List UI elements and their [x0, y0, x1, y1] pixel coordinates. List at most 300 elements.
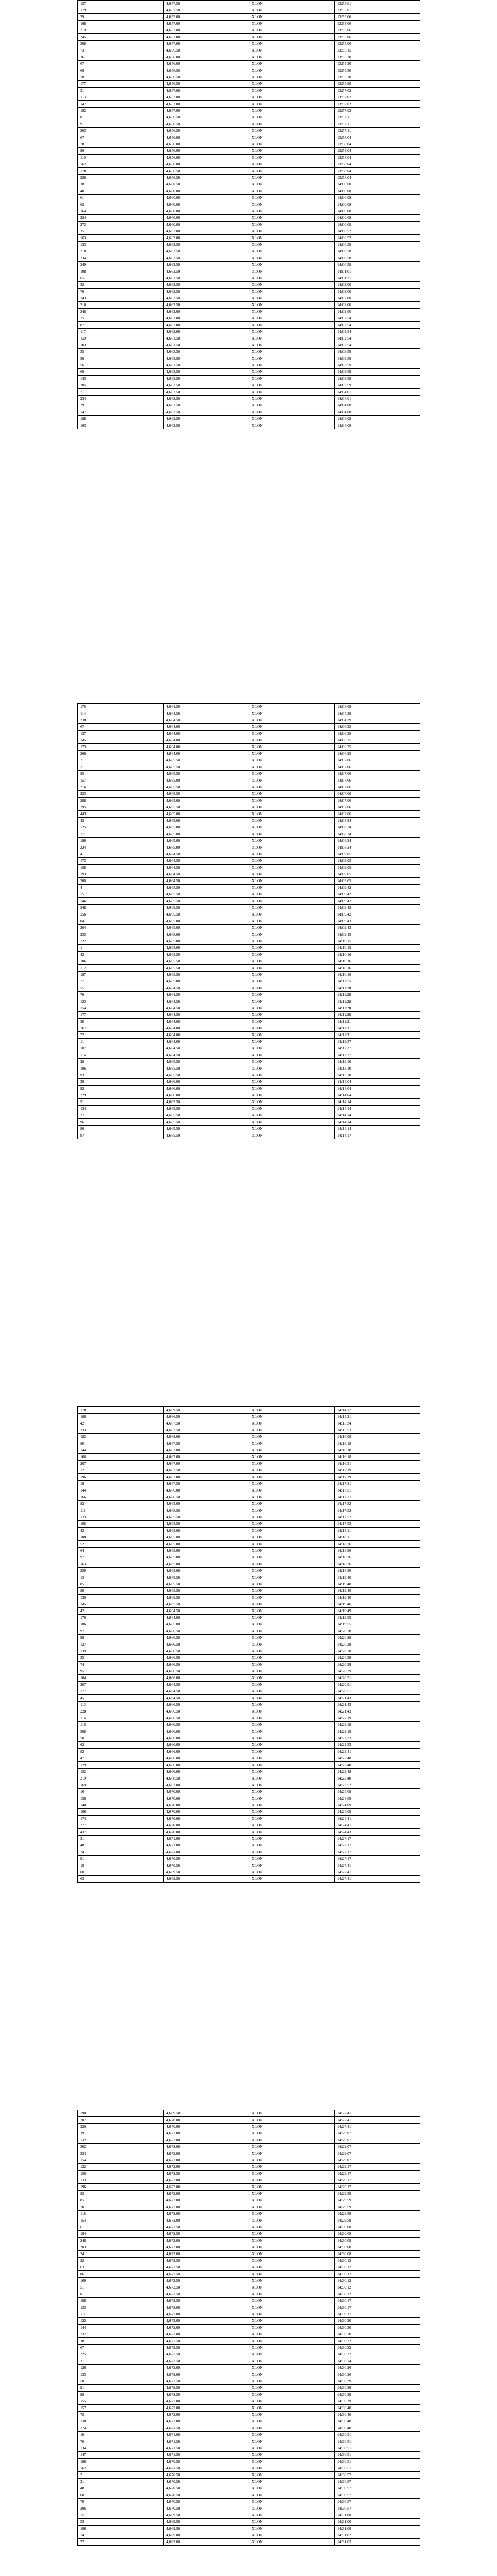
table-row — [78, 717, 420, 724]
venue-cell: XLON — [249, 1836, 335, 1842]
table-row — [78, 972, 420, 978]
venue-cell: XLON — [249, 369, 335, 376]
table-row — [78, 1829, 420, 1836]
price-cell: 4,665.50 — [164, 891, 249, 898]
table-row — [78, 121, 420, 128]
volume-cell: 78 — [78, 141, 164, 148]
price-cell: 4,663.50 — [164, 362, 249, 369]
venue-cell: XLON — [249, 704, 335, 710]
time-cell: 14:04:09 — [335, 704, 420, 710]
price-cell: 4,667.50 — [164, 1420, 249, 1427]
price-cell: 4,670.50 — [164, 2505, 249, 2512]
table-row — [78, 2311, 420, 2318]
price-cell: 4,671.50 — [164, 2452, 249, 2459]
table-row — [78, 1514, 420, 1521]
time-cell: 14:19:40 — [335, 1574, 420, 1581]
time-cell: 14:20:28 — [335, 1641, 420, 1648]
price-cell: 4,666.50 — [164, 1655, 249, 1662]
price-cell: 4,656.50 — [164, 114, 249, 121]
price-cell: 4,669.50 — [164, 2512, 249, 2519]
table-row — [78, 1025, 420, 1032]
table-row — [78, 1601, 420, 1608]
time-cell: 14:30:57 — [335, 2472, 420, 2479]
time-cell: 14:00:58 — [335, 262, 420, 268]
price-cell: 4,671.00 — [164, 1842, 249, 1849]
time-cell: 14:22:41 — [335, 1749, 420, 1755]
price-cell: 4,657.00 — [164, 94, 249, 101]
venue-cell: XLON — [249, 108, 335, 114]
venue-cell: XLON — [249, 155, 335, 161]
time-cell: 14:18:36 — [335, 1554, 420, 1561]
table-row — [78, 2331, 420, 2338]
time-cell: 13:58:04 — [335, 134, 420, 141]
venue-cell: XLON — [249, 1615, 335, 1621]
table-row — [78, 2271, 420, 2278]
trade-table-3 — [77, 1406, 420, 1883]
price-cell: 4,656.00 — [164, 61, 249, 67]
price-cell: 4,668.00 — [164, 1434, 249, 1440]
price-cell: 4,672.00 — [164, 2150, 249, 2157]
table-row — [78, 235, 420, 242]
venue-cell: XLON — [249, 1635, 335, 1641]
volume-cell: 91 — [78, 121, 164, 128]
venue-cell: XLON — [249, 938, 335, 945]
time-cell: 14:30:20 — [335, 2331, 420, 2338]
table-row — [78, 2438, 420, 2445]
price-cell: 4,667.00 — [164, 1782, 249, 1789]
table-row — [78, 88, 420, 94]
price-cell: 4,665.00 — [164, 798, 249, 804]
volume-cell: 248 — [78, 905, 164, 911]
price-cell: 4,666.00 — [164, 1742, 249, 1749]
time-cell: 14:02:54 — [335, 335, 420, 342]
table-row — [78, 1836, 420, 1842]
table-row — [78, 1668, 420, 1675]
price-cell: 4,664.00 — [164, 751, 249, 757]
table-row — [78, 1427, 420, 1434]
price-cell: 4,665.50 — [164, 1072, 249, 1079]
price-cell: 4,662.50 — [164, 409, 249, 416]
time-cell: 14:30:12 — [335, 2271, 420, 2278]
price-cell: 4,666.50 — [164, 1668, 249, 1675]
volume-cell: 210 — [78, 302, 164, 309]
time-cell: 14:02:00 — [335, 309, 420, 315]
time-cell: 14:30:40 — [335, 2418, 420, 2425]
venue-cell: XLON — [249, 2512, 335, 2519]
price-cell: 4,672.00 — [164, 2164, 249, 2171]
price-cell: 4,671.50 — [164, 2438, 249, 2445]
price-cell: 4,672.00 — [164, 2184, 249, 2191]
volume-cell: 82 — [78, 1501, 164, 1507]
table-row — [78, 931, 420, 938]
price-cell: 4,667.00 — [164, 1461, 249, 1467]
venue-cell: XLON — [249, 965, 335, 972]
price-cell: 4,661.50 — [164, 342, 249, 349]
venue-cell: XLON — [249, 94, 335, 101]
table-row — [78, 134, 420, 141]
venue-cell: XLON — [249, 2358, 335, 2365]
price-cell: 4,665.50 — [164, 911, 249, 918]
table-row — [78, 2278, 420, 2284]
volume-cell: 233 — [78, 931, 164, 938]
table-row — [78, 2452, 420, 2459]
price-cell: 4,664.50 — [164, 717, 249, 724]
price-cell: 4,662.00 — [164, 315, 249, 322]
time-cell: 13:57:11 — [335, 128, 420, 134]
venue-cell: XLON — [249, 235, 335, 242]
venue-cell: XLON — [249, 195, 335, 201]
venue-cell: XLON — [249, 1702, 335, 1708]
price-cell: 4,665.50 — [164, 972, 249, 978]
volume-cell: 144 — [78, 2325, 164, 2331]
volume-cell: 108 — [78, 1414, 164, 1420]
venue-cell: XLON — [249, 985, 335, 992]
time-cell: 14:09:42 — [335, 911, 420, 918]
time-cell: 14:00:08 — [335, 195, 420, 201]
volume-cell: 67 — [78, 2345, 164, 2351]
volume-cell: 53 — [78, 2519, 164, 2526]
price-cell: 4,670.00 — [164, 1829, 249, 1836]
venue-cell: XLON — [249, 998, 335, 1005]
venue-cell: XLON — [249, 1025, 335, 1032]
time-cell: 14:06:25 — [335, 731, 420, 737]
venue-cell: XLON — [249, 148, 335, 155]
time-cell: 14:07:06 — [335, 804, 420, 811]
price-cell: 4,665.50 — [164, 965, 249, 972]
volume-cell: 31 — [78, 88, 164, 94]
price-cell: 4,672.50 — [164, 2278, 249, 2284]
venue-cell: XLON — [249, 1715, 335, 1722]
table-row — [78, 201, 420, 208]
volume-cell: 173 — [78, 858, 164, 865]
time-cell: 14:03:59 — [335, 382, 420, 389]
volume-cell: 154 — [78, 1005, 164, 1012]
venue-cell: XLON — [249, 2371, 335, 2378]
venue-cell: XLON — [249, 1052, 335, 1059]
price-cell: 4,665.50 — [164, 885, 249, 891]
table-row — [78, 1086, 420, 1092]
volume-cell: 277 — [78, 1822, 164, 1829]
volume-cell: 127 — [78, 1641, 164, 1648]
time-cell: 14:11:28 — [335, 998, 420, 1005]
table-row — [78, 2197, 420, 2204]
volume-cell: 144 — [78, 1487, 164, 1494]
time-cell: 14:16:18 — [335, 1454, 420, 1461]
volume-cell: 134 — [78, 2445, 164, 2452]
table-row — [78, 1869, 420, 1876]
table-row — [78, 1132, 420, 1139]
time-cell: 14:27:17 — [335, 1836, 420, 1842]
table-row — [78, 342, 420, 349]
table-row — [78, 1876, 420, 1883]
time-cell: 14:18:11 — [335, 1528, 420, 1534]
venue-cell: XLON — [249, 215, 335, 222]
table-row — [78, 2211, 420, 2217]
time-cell: 14:30:08 — [335, 2251, 420, 2258]
venue-cell: XLON — [249, 389, 335, 396]
table-row — [78, 1655, 420, 1662]
time-cell: 13:58:04 — [335, 141, 420, 148]
venue-cell: XLON — [249, 168, 335, 175]
time-cell: 14:02:54 — [335, 322, 420, 329]
venue-cell: XLON — [249, 1039, 335, 1045]
time-cell: 14:08:24 — [335, 838, 420, 844]
table-row — [78, 992, 420, 998]
volume-cell: 75 — [78, 315, 164, 322]
table-row — [78, 1052, 420, 1059]
volume-cell: 193 — [78, 871, 164, 878]
table-row — [78, 275, 420, 282]
table-row — [78, 1695, 420, 1702]
volume-cell: 82 — [78, 2191, 164, 2197]
table-row — [78, 1682, 420, 1688]
table-row — [78, 831, 420, 838]
table-row — [78, 2204, 420, 2211]
volume-cell: 72 — [78, 1032, 164, 1039]
time-cell: 13:55:15 — [335, 47, 420, 54]
trade-table-4 — [77, 2110, 420, 2546]
volume-cell: 178 — [78, 168, 164, 175]
venue-cell: XLON — [249, 2425, 335, 2432]
time-cell: 14:24:43 — [335, 1829, 420, 1836]
volume-cell: 144 — [78, 1447, 164, 1454]
volume-cell: 110 — [78, 155, 164, 161]
volume-cell: 165 — [78, 1521, 164, 1528]
price-cell: 4,666.00 — [164, 1487, 249, 1494]
price-cell: 4,662.00 — [164, 329, 249, 335]
price-cell: 4,672.00 — [164, 2365, 249, 2371]
time-cell: 13:55:30 — [335, 81, 420, 88]
price-cell: 4,664.50 — [164, 1045, 249, 1052]
price-cell: 4,664.00 — [164, 731, 249, 737]
time-cell: 14:07:06 — [335, 777, 420, 784]
volume-cell: 112 — [78, 965, 164, 972]
venue-cell: XLON — [249, 2264, 335, 2271]
price-cell: 4,670.00 — [164, 1822, 249, 1829]
price-cell: 4,672.00 — [164, 2157, 249, 2164]
table-row — [78, 2171, 420, 2177]
venue-cell: XLON — [249, 1668, 335, 1675]
volume-cell: 238 — [78, 717, 164, 724]
venue-cell: XLON — [249, 2197, 335, 2204]
venue-cell: XLON — [249, 2351, 335, 2358]
time-cell: 14:04:01 — [335, 396, 420, 402]
venue-cell: XLON — [249, 1621, 335, 1628]
time-cell: 13:58:04 — [335, 148, 420, 155]
table-row — [78, 764, 420, 771]
venue-cell: XLON — [249, 7, 335, 14]
time-cell: 14:30:08 — [335, 2244, 420, 2251]
time-cell: 14:17:52 — [335, 1514, 420, 1521]
table-row — [78, 2532, 420, 2539]
volume-cell: 35 — [78, 349, 164, 355]
venue-cell: XLON — [249, 1869, 335, 1876]
venue-cell: XLON — [249, 1708, 335, 1715]
time-cell: 14:16:18 — [335, 1440, 420, 1447]
volume-cell: 29 — [78, 14, 164, 21]
table-row — [78, 2425, 420, 2432]
time-cell: 14:29:59 — [335, 2204, 420, 2211]
table-row — [78, 1715, 420, 1722]
venue-cell: XLON — [249, 1467, 335, 1474]
time-cell: 14:11:28 — [335, 985, 420, 992]
price-cell: 4,672.00 — [164, 2398, 249, 2405]
volume-cell: 65 — [78, 275, 164, 282]
table-row — [78, 1648, 420, 1655]
venue-cell: XLON — [249, 1795, 335, 1802]
venue-cell: XLON — [249, 2251, 335, 2258]
time-cell: 14:14:14 — [335, 1099, 420, 1106]
price-cell: 4,663.50 — [164, 349, 249, 355]
price-cell: 4,670.00 — [164, 2117, 249, 2124]
venue-cell: XLON — [249, 905, 335, 911]
price-cell: 4,666.00 — [164, 1086, 249, 1092]
volume-cell: 171 — [78, 831, 164, 838]
volume-cell: 136 — [78, 1795, 164, 1802]
price-cell: 4,666.00 — [164, 1769, 249, 1775]
price-cell: 4,665.00 — [164, 1621, 249, 1628]
table-row — [78, 54, 420, 61]
price-cell: 4,665.00 — [164, 945, 249, 952]
price-cell: 4,666.50 — [164, 1635, 249, 1641]
volume-cell: 146 — [78, 898, 164, 905]
volume-cell: 154 — [78, 2217, 164, 2224]
time-cell: 14:30:51 — [335, 2445, 420, 2452]
price-cell: 4,657.50 — [164, 1, 249, 7]
volume-cell: 114 — [78, 1715, 164, 1722]
volume-cell: 233 — [78, 1427, 164, 1434]
volume-cell: 117 — [78, 329, 164, 335]
venue-cell: XLON — [249, 188, 335, 195]
price-cell: 4,665.50 — [164, 1059, 249, 1065]
table-row — [78, 978, 420, 985]
price-cell: 4,660.00 — [164, 188, 249, 195]
volume-cell: 88 — [78, 1588, 164, 1595]
price-cell: 4,666.50 — [164, 1641, 249, 1648]
time-cell: 14:30:12 — [335, 2258, 420, 2264]
table-row — [78, 952, 420, 958]
volume-cell: 216 — [78, 784, 164, 791]
price-cell: 4,667.50 — [164, 1440, 249, 1447]
time-cell: 14:19:46 — [335, 1601, 420, 1608]
venue-cell: XLON — [249, 737, 335, 744]
venue-cell: XLON — [249, 222, 335, 228]
table-row — [78, 362, 420, 369]
table-row — [78, 2130, 420, 2137]
venue-cell: XLON — [249, 134, 335, 141]
volume-cell: 125 — [78, 2318, 164, 2325]
table-row — [78, 1487, 420, 1494]
price-cell: 4,665.50 — [164, 1595, 249, 1601]
price-cell: 4,665.00 — [164, 824, 249, 831]
time-cell: 14:30:40 — [335, 2412, 420, 2418]
price-cell: 4,664.50 — [164, 1052, 249, 1059]
price-cell: 4,665.00 — [164, 925, 249, 931]
table-row — [78, 1548, 420, 1554]
volume-cell: 122 — [78, 938, 164, 945]
table-row — [78, 1534, 420, 1541]
venue-cell: XLON — [249, 1648, 335, 1655]
time-cell: 14:08:24 — [335, 831, 420, 838]
price-cell: 4,664.00 — [164, 1019, 249, 1025]
time-cell: 14:09:05 — [335, 865, 420, 871]
venue-cell: XLON — [249, 1548, 335, 1554]
table-row — [78, 985, 420, 992]
table-row — [78, 2485, 420, 2492]
price-cell: 4,663.50 — [164, 369, 249, 376]
volume-cell: 50 — [78, 1735, 164, 1742]
volume-cell: 245 — [78, 34, 164, 41]
table-row — [78, 262, 420, 268]
table-row — [78, 2465, 420, 2472]
volume-cell: 16 — [78, 1789, 164, 1795]
venue-cell: XLON — [249, 121, 335, 128]
venue-cell: XLON — [249, 1655, 335, 1662]
volume-cell: 87 — [78, 322, 164, 329]
price-cell: 4,672.50 — [164, 2224, 249, 2231]
time-cell: 14:20:51 — [335, 1675, 420, 1682]
venue-cell: XLON — [249, 282, 335, 289]
price-cell: 4,672.00 — [164, 2177, 249, 2184]
table-row — [78, 1474, 420, 1481]
time-cell: 14:22:33 — [335, 1735, 420, 1742]
venue-cell: XLON — [249, 34, 335, 41]
volume-cell: 47 — [78, 1755, 164, 1762]
time-cell: 14:09:05 — [335, 871, 420, 878]
table-row — [78, 851, 420, 858]
time-cell: 14:11:31 — [335, 1025, 420, 1032]
venue-cell: XLON — [249, 958, 335, 965]
time-cell: 13:57:02 — [335, 88, 420, 94]
table-row — [78, 2258, 420, 2264]
volume-cell: 147 — [78, 101, 164, 108]
price-cell: 4,666.00 — [164, 1762, 249, 1769]
price-cell: 4,656.00 — [164, 134, 249, 141]
volume-cell: 60 — [78, 2492, 164, 2499]
time-cell: 14:11:28 — [335, 1005, 420, 1012]
volume-cell: 166 — [78, 1809, 164, 1816]
venue-cell: XLON — [249, 1682, 335, 1688]
time-cell: 14:27:41 — [335, 2124, 420, 2130]
venue-cell: XLON — [249, 1454, 335, 1461]
time-cell: 14:08:24 — [335, 824, 420, 831]
venue-cell: XLON — [249, 2144, 335, 2150]
volume-cell: 169 — [78, 1782, 164, 1789]
price-cell: 4,664.50 — [164, 998, 249, 1005]
venue-cell: XLON — [249, 81, 335, 88]
price-cell: 4,667.00 — [164, 1474, 249, 1481]
time-cell: 13:55:30 — [335, 67, 420, 74]
time-cell: 14:22:48 — [335, 1775, 420, 1782]
price-cell: 4,662.50 — [164, 275, 249, 282]
venue-cell: XLON — [249, 1722, 335, 1728]
time-cell: 14:04:08 — [335, 409, 420, 416]
venue-cell: XLON — [249, 61, 335, 67]
venue-cell: XLON — [249, 88, 335, 94]
price-cell: 4,662.50 — [164, 248, 249, 255]
table-row — [78, 905, 420, 911]
volume-cell: 98 — [78, 2392, 164, 2398]
table-row — [78, 2231, 420, 2238]
venue-cell: XLON — [249, 1675, 335, 1682]
venue-cell: XLON — [249, 1086, 335, 1092]
table-row — [78, 1501, 420, 1507]
price-cell: 4,662.50 — [164, 242, 249, 248]
table-row — [78, 1561, 420, 1568]
table-row — [78, 824, 420, 831]
table-row — [78, 1581, 420, 1588]
volume-cell: 130 — [78, 2418, 164, 2425]
